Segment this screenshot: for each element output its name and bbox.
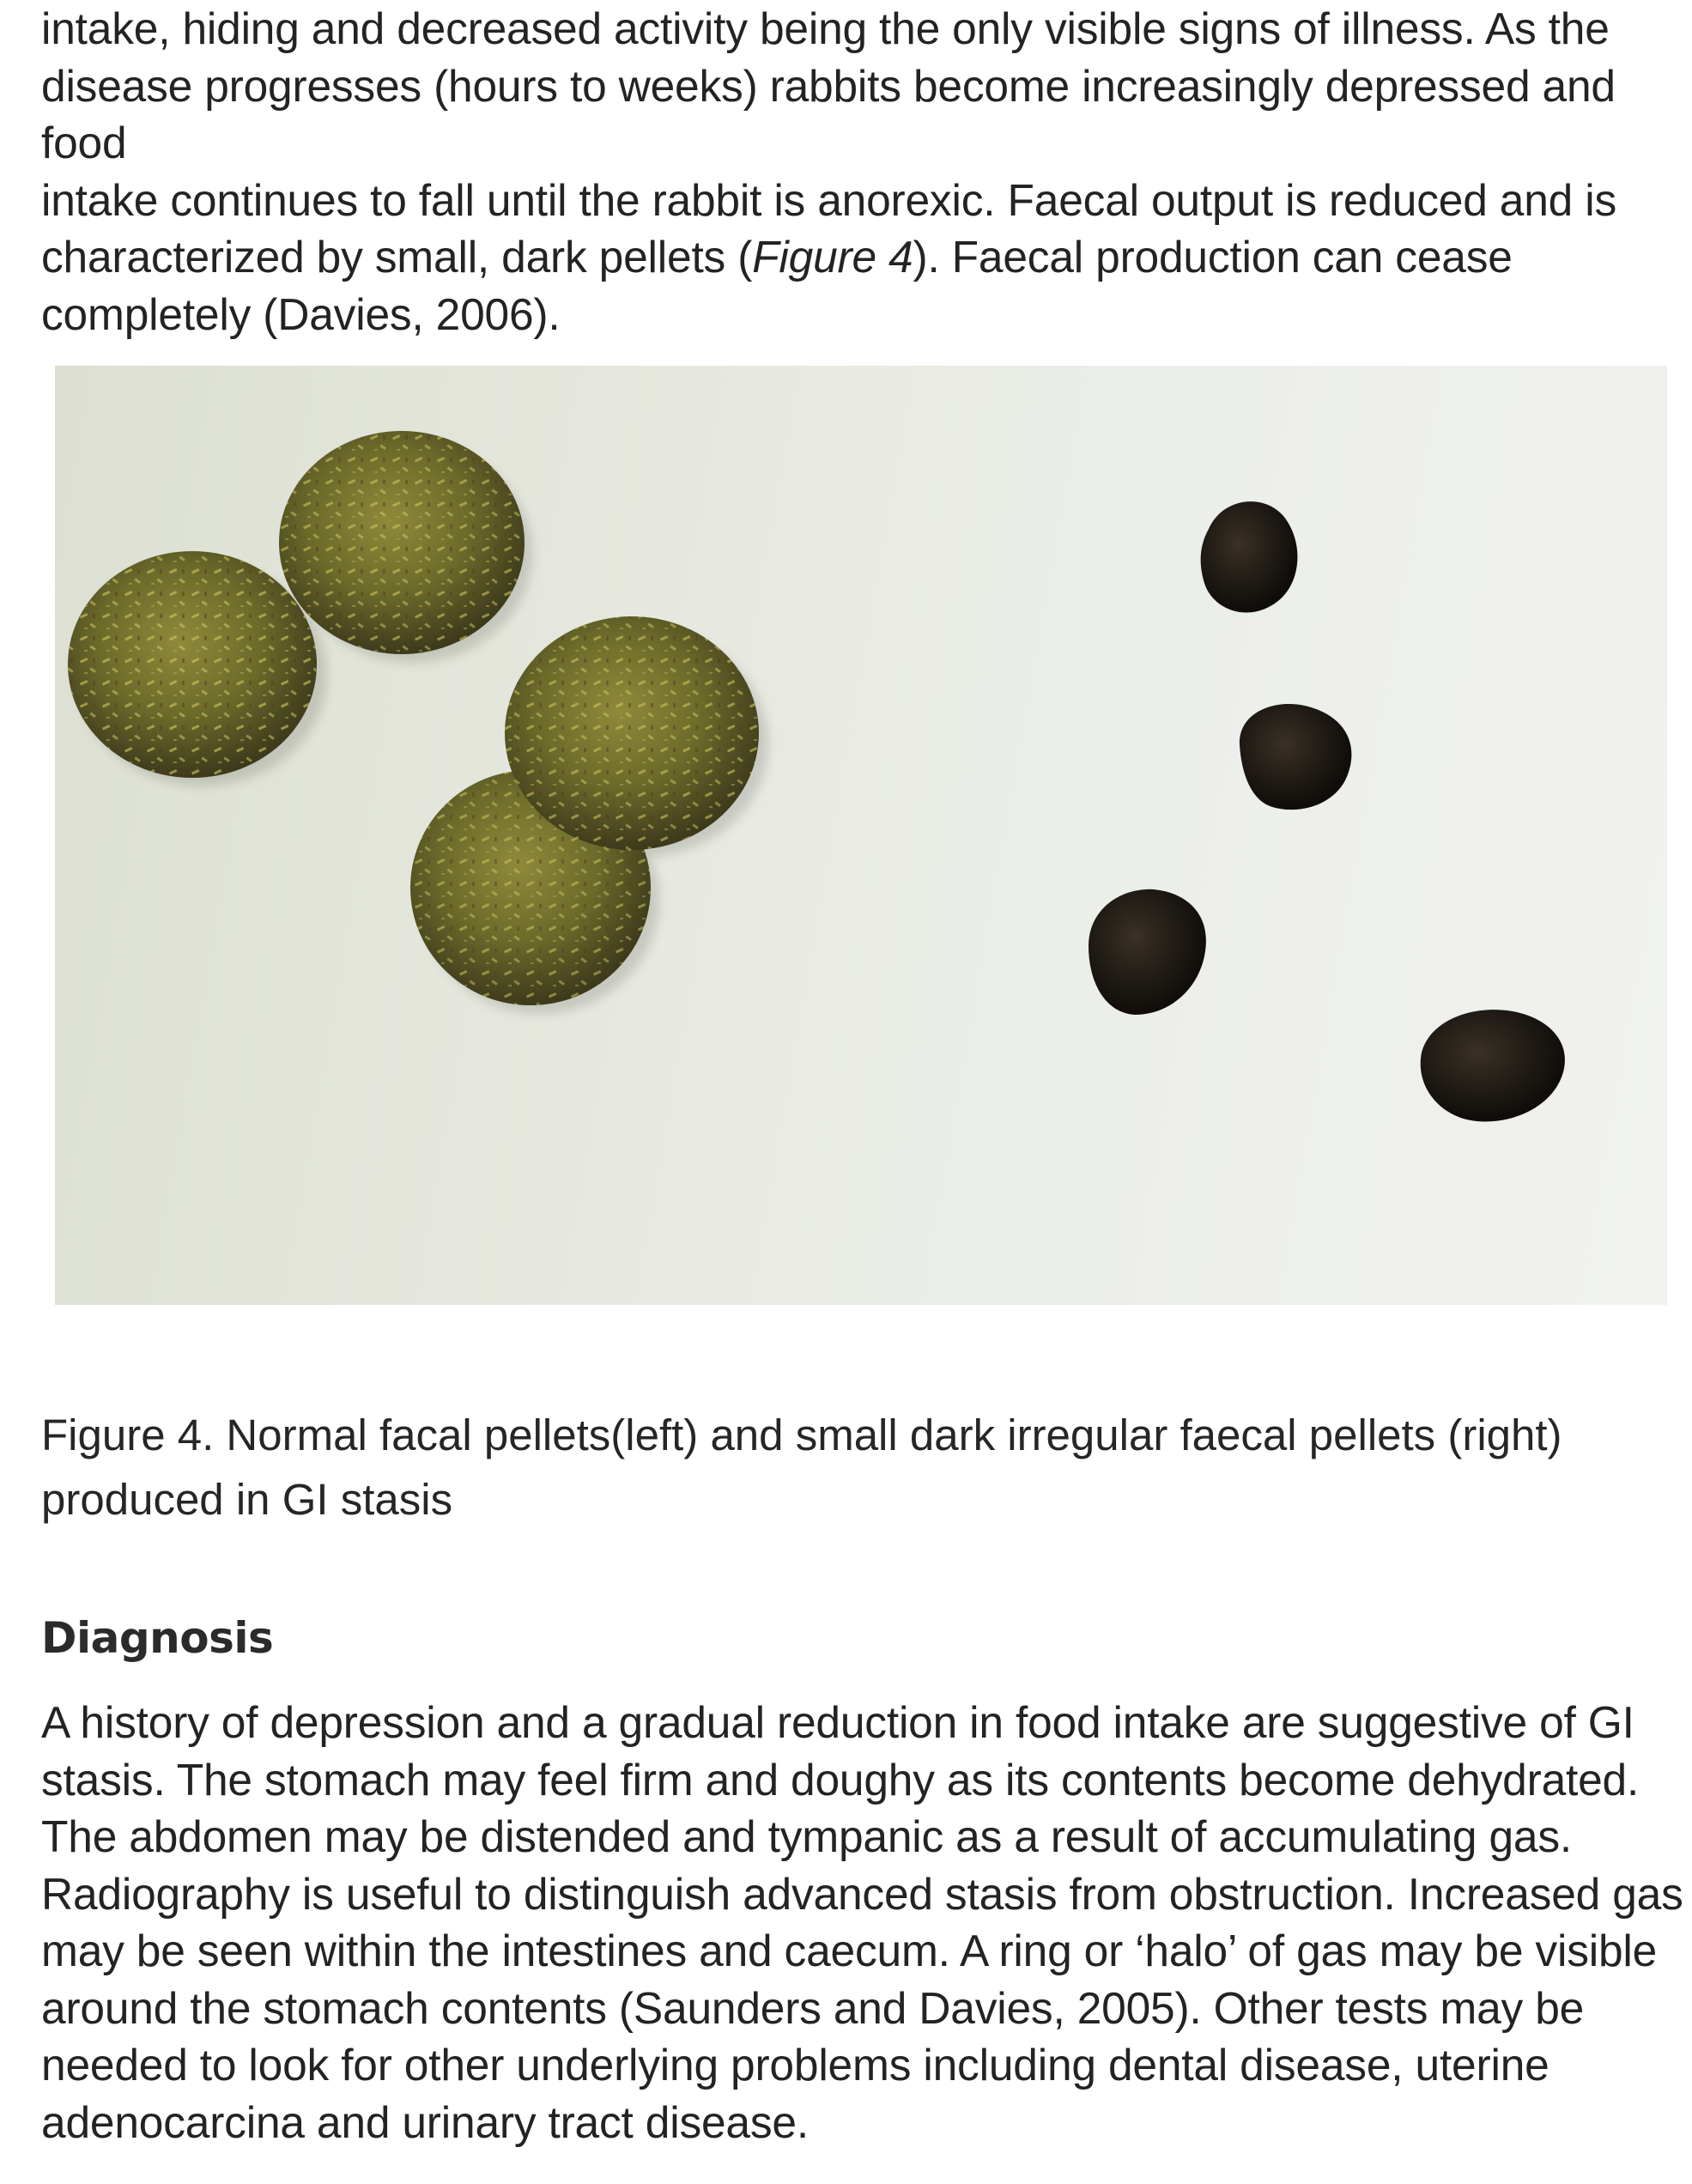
normal-pellet-1	[68, 551, 317, 778]
normal-pellet-2	[279, 431, 525, 654]
intro-line-4-after: ). Faecal production can cease	[913, 232, 1513, 282]
pellets-photo	[55, 366, 1667, 1305]
figure-reference: Figure 4	[752, 232, 913, 282]
intro-paragraph	[41, 0, 1681, 343]
intro-line-3: intake continues to fall until the rabbit is anorexic. Faecal output is reduced and is	[41, 174, 1617, 225]
section-heading-diagnosis: Diagnosis	[41, 1613, 274, 1663]
figure-caption: Figure 4. Normal facal pellets(left) and small dark irregular faecal pellets (right) produced in GI stasis	[41, 1410, 1562, 1524]
dark-pellet-1	[1201, 501, 1298, 612]
intro-line-1: intake, hiding and decreased activity being the only visible signs of illness. As the	[41, 3, 1610, 53]
diagnosis-paragraph: A history of depression and a gradual reduction in food intake are suggestive of GI stasis. The stomach may feel firm and doughy as its contents become dehydrated. The abdomen may be distended and tympanic as a result of accumulating gas. Radiography is useful to distinguish advanced stasis from obstruction. Increased gas may be seen within the intestines and caecum. A ring or ‘halo’ of gas may be visible around the stomach contents (Saunders and Davies, 2005). Other tests may be needed to look for other underlying problems including dental disease, uterine adenocarcina and urinary tract disease.	[41, 1697, 1683, 2147]
dark-pellet-3	[1089, 889, 1206, 1015]
pellets-photo-illustration	[55, 366, 1667, 1305]
normal-pellet-4	[505, 616, 759, 850]
intro-line-4-before: characterized by small, dark pellets (	[41, 232, 753, 282]
intro-line-5: completely (Davies, 2006).	[41, 288, 561, 339]
dark-pellet-2	[1240, 704, 1351, 810]
dark-pellet-4	[1421, 1010, 1565, 1121]
intro-line-2: disease progresses (hours to weeks) rabbits become increasingly depressed and food	[41, 60, 1616, 167]
